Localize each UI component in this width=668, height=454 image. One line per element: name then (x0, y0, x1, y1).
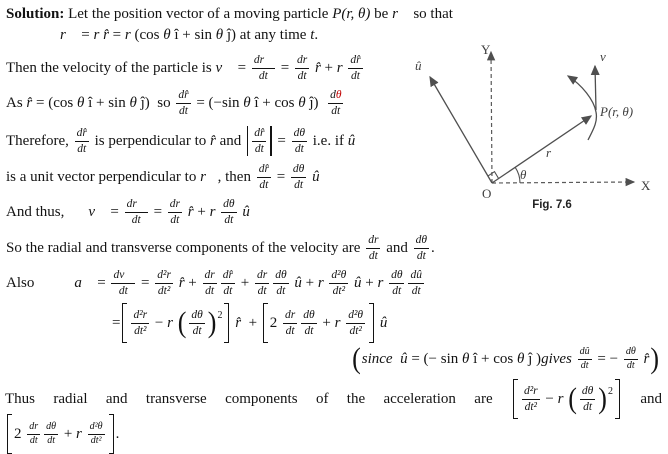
math-var: t (310, 26, 315, 43)
transverse-acceleration-eq (5, 414, 119, 454)
point-label: P(r, θ) (600, 104, 634, 119)
numerator: dθ (292, 127, 307, 141)
numerator: dθ (624, 347, 638, 360)
math-text: Therefore, (6, 132, 73, 149)
math-text: Then the velocity of the particle is (6, 59, 216, 76)
denominator: dt (258, 69, 268, 82)
math-text: so that (409, 5, 453, 22)
fraction (189, 309, 204, 336)
numerator: dr (27, 422, 40, 435)
denominator: dt (47, 434, 55, 446)
math-text: î + cos (250, 94, 299, 111)
y-axis-line (491, 52, 492, 183)
denominator: dt (331, 104, 341, 117)
numerator: d²r (155, 269, 173, 283)
math-text: + (236, 274, 253, 291)
numerator: dθ (221, 198, 236, 212)
math-text: ĵ ) (524, 350, 542, 367)
denominator: dt² (349, 324, 362, 337)
y-axis-label: Y (481, 42, 491, 57)
math-var: û (347, 132, 356, 149)
denominator: dt (411, 284, 421, 297)
math-text (393, 351, 401, 368)
math-var: θ (243, 94, 251, 111)
r-vector-label: r⃗ (546, 145, 562, 160)
fraction (366, 234, 380, 261)
math-var: û (376, 314, 388, 331)
math-var: û (290, 274, 302, 291)
numerator: dû (408, 269, 424, 283)
left-paren: ( (568, 382, 577, 415)
denominator: dt (77, 142, 87, 155)
math-var: r (209, 203, 220, 220)
denominator: dt (350, 69, 360, 82)
fraction (27, 422, 40, 446)
math-text: and (640, 390, 662, 407)
numerator: d²r (522, 385, 540, 399)
numerator: dθ (389, 269, 404, 283)
u-hat-label: û (415, 58, 422, 73)
math-group (511, 379, 622, 419)
math-var: r̂ (184, 203, 194, 220)
fraction (578, 347, 592, 371)
math-text: = (112, 314, 121, 331)
math-var: r (124, 26, 131, 43)
position-vector-eq (60, 25, 318, 45)
fraction (125, 198, 148, 225)
math-text: + (60, 425, 77, 442)
exponent: 2 (607, 386, 613, 398)
math-var: r⃗ (392, 5, 410, 22)
abs-value-fraction (245, 126, 274, 156)
fraction (389, 269, 404, 296)
math-text: 2 (14, 425, 26, 442)
x-axis-label: X (641, 178, 651, 193)
denominator: dt (416, 249, 426, 262)
trajectory-curve (568, 76, 596, 140)
denominator: dt (626, 359, 635, 371)
numerator: dr (295, 54, 309, 68)
math-text: ĵ) so (136, 94, 175, 111)
numerator: dθ (189, 309, 204, 323)
numerator: dr̂ (257, 163, 271, 177)
denominator: dt (368, 249, 378, 262)
fraction (176, 89, 190, 116)
math-text: = (272, 168, 289, 185)
denominator: dt (179, 104, 188, 117)
math-text: + (320, 59, 337, 76)
fraction (328, 89, 343, 116)
fraction (291, 163, 306, 190)
math-var: r (317, 274, 328, 291)
math-text: = (233, 59, 250, 76)
right-bracket (109, 414, 114, 454)
math-text (572, 351, 576, 368)
math-text: And thus, (6, 203, 65, 220)
denominator: dt (297, 69, 307, 82)
math-var: P(r, θ) (332, 5, 371, 22)
fraction (257, 163, 271, 190)
denominator: dt (257, 284, 267, 297)
fraction (283, 309, 297, 336)
squared-paren-fraction (177, 306, 223, 339)
fraction (168, 198, 182, 225)
math-var: r̂ (174, 274, 185, 291)
math-var: r (377, 274, 388, 291)
math-text: and (215, 132, 246, 149)
numerator: dθ (328, 89, 343, 103)
math-var: a⃗ (74, 274, 94, 291)
math-var: θ (298, 94, 306, 111)
denominator: dt (192, 324, 202, 337)
denominator: dt (392, 284, 402, 297)
math-text: are (474, 390, 493, 407)
denominator: dt (224, 213, 234, 226)
fraction (580, 385, 595, 412)
polar-coordinates-diagram (410, 28, 668, 220)
numerator: dr⃗ (252, 54, 275, 68)
math-text: − (151, 314, 168, 331)
math-var: r (557, 390, 568, 407)
numerator: dr̂ (348, 54, 362, 68)
math-var: θ (517, 350, 525, 367)
exponent: 2 (217, 310, 223, 322)
numerator: dθ (291, 163, 306, 177)
math-var: θ (76, 94, 85, 111)
math-var: r⃗ (60, 26, 78, 43)
math-var: θ (163, 26, 171, 43)
numerator: dr̂ (75, 127, 89, 141)
u-hat-vector (430, 77, 492, 183)
big-left-paren: ( (352, 342, 361, 375)
numerator: dr (283, 309, 297, 323)
denominator: dt (29, 434, 38, 446)
fraction (624, 347, 638, 371)
acceleration-grouped-eq (112, 301, 387, 345)
denominator: dt (118, 284, 128, 297)
fraction (252, 54, 275, 81)
numerator: dr⃗ (125, 198, 148, 212)
denominator: dt (254, 142, 264, 155)
numerator: dv⃗ (111, 269, 135, 283)
denominator: dt² (90, 434, 102, 446)
denominator: dt (304, 324, 314, 337)
fraction (44, 422, 58, 446)
fraction (221, 198, 236, 225)
denominator: dt (285, 324, 295, 337)
numerator: d²r (131, 309, 149, 323)
math-var: gives (541, 350, 572, 367)
math-var: r⃗ (200, 168, 218, 185)
denominator: dt (259, 178, 269, 191)
math-text: î + sin (84, 94, 130, 111)
fraction (75, 127, 89, 154)
big-right-paren: ) (650, 342, 659, 375)
math-text: + (193, 203, 210, 220)
math-var: r (167, 314, 177, 331)
figure-caption: Fig. 7.6 (532, 199, 572, 211)
math-text: be (370, 5, 393, 22)
math-text: of (315, 390, 329, 407)
fraction (111, 269, 135, 296)
denominator: dt (583, 400, 593, 413)
math-text: + (241, 314, 261, 331)
right-paren: ) (598, 382, 607, 415)
theta-label: θ (520, 167, 527, 182)
math-text: + (184, 274, 201, 291)
math-text: = (273, 132, 290, 149)
denominator: dt² (332, 284, 346, 297)
math-text: = (93, 274, 110, 291)
math-text: ĵ) (305, 94, 327, 111)
velocity-vector (595, 66, 596, 110)
math-var: v⃗ (215, 59, 234, 76)
denominator: dt² (134, 324, 147, 337)
math-var: r̂ (231, 314, 242, 331)
math-text: So the radial and transverse components of the velocity are (6, 239, 365, 256)
numerator: d²θ (329, 269, 348, 283)
denominator: dt (294, 178, 304, 191)
math-var: û (308, 168, 320, 185)
denominator: dt (276, 284, 286, 297)
math-text: + (318, 314, 335, 331)
math-text: , then (217, 168, 255, 185)
denominator: dt² (524, 400, 538, 413)
denominator: dt (294, 142, 304, 155)
right-paren: ) (207, 306, 217, 339)
math-text: ĵ) at any time (223, 26, 311, 43)
math-text: = (106, 203, 123, 220)
figure-7-6 (410, 28, 668, 220)
denominator: dt (580, 359, 589, 371)
math-text: acceleration (383, 390, 456, 407)
abs-bar (247, 126, 248, 156)
math-var: r̂ (639, 350, 650, 367)
denominator: dt (131, 213, 141, 226)
fraction (155, 269, 173, 296)
math-text: Let the position vector of a moving particle (64, 5, 333, 22)
math-text: Also (6, 274, 35, 291)
right-bracket (369, 303, 374, 343)
fraction (348, 54, 362, 81)
numerator: dr̂ (252, 127, 266, 141)
velocity-label: v⃗ (600, 49, 616, 64)
denominator: dt (205, 284, 215, 297)
math-text: and (382, 239, 412, 256)
math-var: r̂ (210, 132, 216, 149)
math-text: = (276, 59, 293, 76)
abs-bar (270, 126, 271, 156)
math-var: û (238, 203, 250, 220)
origin-label: O (482, 186, 492, 201)
numerator: dθ (414, 234, 429, 248)
numerator: dr̂ (176, 89, 190, 103)
math-var: v⃗ (88, 203, 107, 220)
math-var: θ (215, 26, 224, 43)
math-text: 2 (269, 314, 282, 331)
fraction (252, 127, 266, 154)
math-var: û (350, 274, 362, 291)
math-text: is a unit vector perpendicular to (6, 168, 201, 185)
fraction (131, 309, 149, 336)
fraction (221, 269, 235, 296)
math-var: r̂ (26, 94, 33, 111)
numerator: dû (578, 347, 592, 360)
math-text: = (cos (32, 94, 77, 111)
numerator: dr (366, 234, 380, 248)
math-var: r (76, 425, 86, 442)
math-text: radial (53, 390, 88, 407)
numerator: dr̂ (221, 269, 235, 283)
fraction (414, 234, 429, 261)
numerator: dθ (301, 309, 316, 323)
math-text: = (137, 274, 154, 291)
math-text: the (346, 390, 366, 407)
solution-intro (6, 4, 453, 24)
numerator: dr (255, 269, 269, 283)
math-var: r r̂ (93, 26, 109, 43)
fraction (292, 127, 307, 154)
x-axis-line (492, 182, 634, 183)
fraction (88, 422, 105, 446)
r-vector (492, 116, 591, 183)
fraction (346, 309, 365, 336)
math-text: î + sin (170, 26, 216, 43)
fraction (203, 269, 217, 296)
math-var: û (400, 350, 408, 367)
numerator: dθ (44, 422, 58, 435)
left-bracket (513, 379, 518, 419)
right-bracket (615, 379, 620, 419)
numerator: d²θ (346, 309, 365, 323)
denominator: dt (170, 213, 180, 226)
fraction (522, 385, 540, 412)
bold-text: Solution: (6, 5, 65, 22)
fraction (301, 309, 316, 336)
left-bracket (7, 414, 12, 454)
math-var: θ (129, 94, 137, 111)
fraction (255, 269, 269, 296)
numerator: dr (203, 269, 217, 283)
left-bracket (122, 303, 127, 343)
math-var: r (336, 59, 347, 76)
denominator: dt (223, 284, 233, 297)
numerator: dθ (273, 269, 288, 283)
math-text: = (149, 203, 166, 220)
math-var: r (334, 314, 345, 331)
math-text: is perpendicular to (90, 132, 210, 149)
math-var: since (361, 350, 393, 367)
math-text: − (541, 390, 558, 407)
math-text: . (314, 26, 319, 43)
fraction (408, 269, 424, 296)
since-note (351, 339, 660, 379)
right-bracket (224, 303, 229, 343)
math-text: . (115, 425, 120, 442)
math-text: = (108, 26, 125, 43)
math-text: As (6, 94, 27, 111)
math-text: = (− sin (407, 350, 463, 367)
numerator: dr (168, 198, 182, 212)
fraction (273, 269, 288, 296)
math-var: θ (462, 350, 470, 367)
denominator: dt² (157, 284, 171, 297)
numerator: d²θ (88, 422, 105, 435)
numerator: dθ (580, 385, 595, 399)
math-text: (cos (130, 26, 164, 43)
left-bracket (263, 303, 268, 343)
math-text: transverse (145, 390, 207, 407)
math-var: r̂ (311, 59, 321, 76)
math-text: = (−sin (192, 94, 244, 111)
math-text: components (225, 390, 298, 407)
math-text: and (105, 390, 128, 407)
acceleration-expansion-eq (6, 261, 426, 305)
math-text: Thus (5, 390, 35, 407)
fraction (295, 54, 309, 81)
fraction (329, 269, 348, 296)
math-text: = − (593, 350, 622, 367)
squared-paren-fraction (567, 382, 613, 415)
math-text: + (301, 274, 318, 291)
math-text: = (77, 26, 94, 43)
math-text: î + cos (469, 350, 518, 367)
math-text: + (361, 274, 378, 291)
left-paren: ( (177, 306, 187, 339)
red-theta: θ (335, 89, 342, 102)
math-text: i.e. if (309, 132, 348, 149)
math-text: . (431, 239, 435, 256)
